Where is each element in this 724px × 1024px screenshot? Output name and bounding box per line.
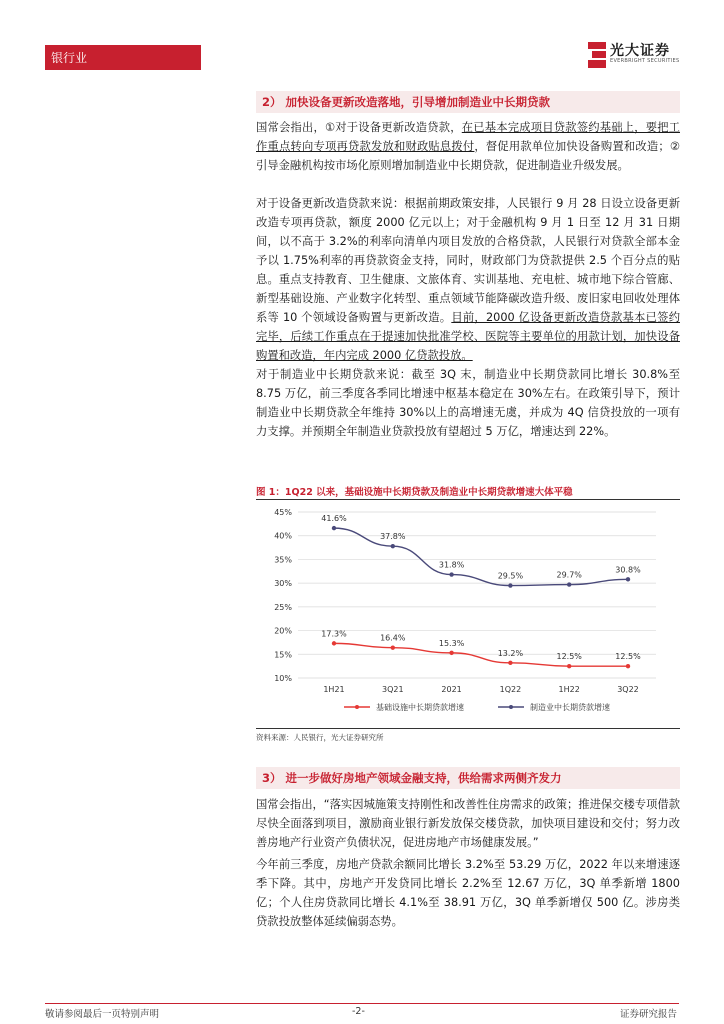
- data-label: 13.2%: [497, 648, 524, 658]
- data-point: [449, 651, 453, 655]
- chart-series: [321, 514, 641, 668]
- data-point: [567, 582, 571, 586]
- legend-marker: [509, 705, 513, 709]
- data-point: [449, 572, 453, 576]
- footer-disclaimer: 敬请参阅最后一页特别声明: [45, 1009, 160, 1020]
- y-tick-label: 20%: [274, 626, 292, 636]
- logo-text: 光大证券: [610, 43, 670, 59]
- data-label: 31.8%: [438, 560, 465, 570]
- series-line: [334, 528, 628, 585]
- sector-label: 银行业: [51, 51, 88, 65]
- section3-para2: [256, 855, 680, 931]
- data-label: 41.6%: [321, 514, 347, 524]
- page-number: -2-: [352, 1006, 365, 1017]
- company-logo: [588, 40, 688, 70]
- y-tick-label: 35%: [274, 555, 292, 565]
- legend-label: 制造业中长期贷款增速: [530, 703, 610, 712]
- y-tick-label: 25%: [274, 602, 292, 612]
- logo-mark-icon: [588, 42, 606, 68]
- x-tick-label: 1Q22: [499, 685, 522, 694]
- data-label: 29.7%: [556, 570, 582, 580]
- y-tick-label: 15%: [274, 650, 292, 660]
- line-chart: [256, 501, 680, 726]
- data-point: [391, 544, 395, 548]
- data-label: 12.5%: [615, 652, 641, 662]
- section2-para1: [256, 118, 680, 175]
- data-label: 29.5%: [497, 571, 524, 581]
- s2-p2-b: 目前，2000 亿设备更新改造贷款基本已签约完毕，后续工作重点在于提速加快批准学校、医院等主要单位的用款计划，加快设备购置和改造，年内完成 2000 亿贷款投放。: [256, 311, 680, 362]
- data-point: [626, 577, 630, 581]
- chart-legend: [344, 702, 610, 712]
- data-point: [567, 664, 571, 668]
- footer-report-type: 证券研究报告: [620, 1009, 678, 1020]
- s3-p1: 国常会指出，“落实因城施策支持刚性和改善性住房需求的政策；推进保交楼专项借款尽快全面落到项目，激励商业银行新发放保交楼贷款，加快项目建设和交付；努力改善房地产行业资产负债状况，促进房地产市场健康发展。”: [256, 798, 680, 849]
- figure-source: 资料来源：人民银行，光大证券研究所: [256, 733, 384, 742]
- series-line: [334, 643, 628, 666]
- data-label: 12.5%: [556, 652, 582, 662]
- x-tick-label: 3Q22: [617, 685, 639, 694]
- s2-p3: 对于制造业中长期贷款来说：截至 3Q 末，制造业中长期贷款同比增长 30.8%至 8.75 万亿，前三季度各季同比增速中枢基本稳定在 30%左右。在政策引导下，预计制造业中长期贷款全年维持 30%以上的高增速无虞，并成为 4Q 信贷投放的一项有力支撑。并预期全年制造业贷款投放有望超过 5 万亿，增速达到 22%。: [256, 368, 680, 438]
- data-point: [391, 645, 395, 649]
- section3-para1: [256, 795, 680, 852]
- data-point: [332, 526, 336, 530]
- section3-title: 3） 进一步做好房地产领域金融支持，供给需求两侧齐发力: [262, 771, 562, 785]
- data-point: [626, 664, 630, 668]
- y-tick-label: 10%: [274, 674, 292, 683]
- s2-p1-b: 在已基本完成项目贷款签约基础上，要把工作重点转向专项再贷款发放和财政贴息拨付: [256, 121, 680, 153]
- section2-para2: [256, 194, 680, 365]
- data-label: 30.8%: [615, 565, 641, 575]
- s2-p1-a: 国常会指出，①对于设备更新改造贷款，: [256, 121, 462, 134]
- x-tick-label: 1H21: [323, 685, 345, 694]
- y-axis-ticks: [274, 508, 292, 683]
- data-label: 37.8%: [380, 532, 406, 542]
- s3-p2: 今年前三季度，房地产贷款余额同比增长 3.2%至 53.29 万亿，2022 年以来增速逐季下降。其中，房地产开发贷同比增长 2.2%至 12.67 万亿，3Q 单季新增 1800 亿；个人住房贷款同比增长 4.1%至 38.91 万亿，3Q 单季新增仅 500 亿。涉房类贷款投放整体延续偏弱态势。: [256, 858, 680, 928]
- legend-label: 基础设施中长期贷款增速: [376, 703, 464, 712]
- section2-heading: [256, 91, 680, 113]
- y-tick-label: 45%: [274, 508, 292, 517]
- y-tick-label: 40%: [274, 531, 292, 541]
- logo-subtext: EVERBRIGHT SECURITIES: [610, 58, 680, 64]
- data-point: [508, 583, 512, 587]
- s2-p1-c: ，督促用款单位加快设备购置和改造；②引导金融机构按市场化原则增加制造业中长期贷款，促进制造业升级发展。: [256, 140, 680, 172]
- chart-grid: [298, 512, 656, 678]
- data-label: 16.4%: [380, 633, 406, 643]
- section2-para3: [256, 365, 680, 441]
- section3-heading: [256, 767, 680, 789]
- x-tick-label: 2021: [441, 685, 462, 694]
- figure-bottom-rule: [256, 728, 680, 729]
- footer-rule: [45, 1003, 679, 1004]
- data-point: [508, 661, 512, 665]
- data-point: [332, 641, 336, 645]
- figure-top-rule: [256, 499, 680, 500]
- section2-title: 2） 加快设备更新改造落地，引导增加制造业中长期贷款: [262, 95, 551, 109]
- x-axis-ticks: [323, 685, 638, 694]
- legend-marker: [355, 705, 359, 709]
- data-label: 15.3%: [438, 638, 465, 648]
- data-label: 17.3%: [321, 629, 347, 639]
- x-tick-label: 3Q21: [382, 685, 404, 694]
- figure-title: 图 1：1Q22 以来，基础设施中长期贷款及制造业中长期贷款增速大体平稳: [256, 487, 573, 498]
- sector-banner: [45, 45, 201, 70]
- x-tick-label: 1H22: [558, 685, 580, 694]
- s2-p2-a: 对于设备更新改造贷款来说：根据前期政策安排，人民银行 9 月 28 日设立设备更新改造专项再贷款，额度 2000 亿元以上；对于金融机构 9 月 1 日至 12 月 31 日期间，以不高于 3.2%的利率向清单内项目发放的合格贷款，人民银行对贷款全部本金予以 1.75%利率的再贷款资金支持，同时，财政部门为贷款提供 2.5 个百分点的贴息。重点支持教育、卫生健康、文旅体育、实训基地、充电桩、城市地下综合管廊、新型基础设施、产业数字化转型、重点领域节能降碳改造升级、废旧家电回收处理体系等 10 个领域设备购置与更新改造。: [256, 197, 680, 324]
- y-tick-label: 30%: [274, 579, 292, 589]
